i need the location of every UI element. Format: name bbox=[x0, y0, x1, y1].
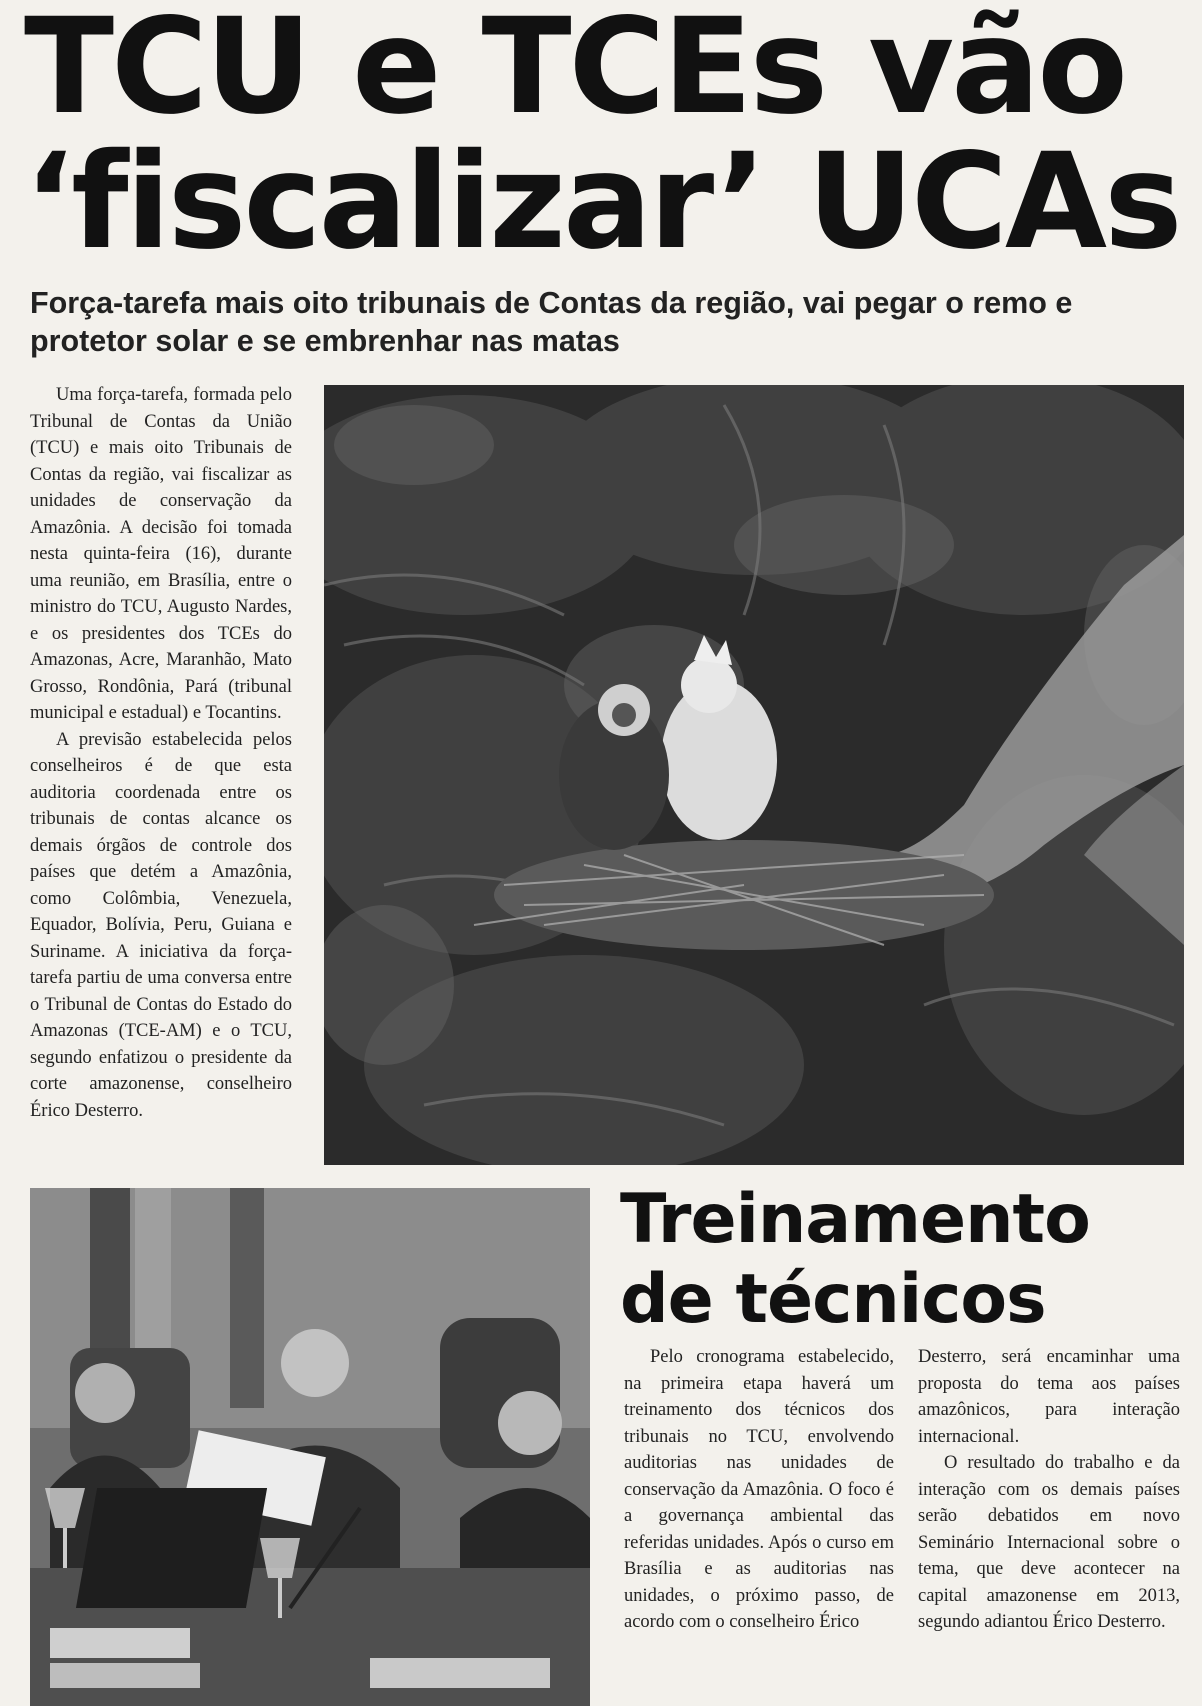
article-column-2 bbox=[624, 1344, 894, 1636]
section-title-line-2: de técnicos bbox=[620, 1260, 1046, 1339]
paragraph-5: O resultado do trabalho e da interação com os demais países serão debatidos em novo Seminário Internacional sobre o tema, que deve acontecer na capital amazonense em 2013, segundo adiantou Érico Desterro. bbox=[918, 1453, 1180, 1632]
headline bbox=[24, 0, 1184, 279]
article-column-1 bbox=[30, 382, 292, 1124]
harpy-eagle-nest-photo bbox=[324, 385, 1184, 1165]
article-column-3 bbox=[918, 1344, 1180, 1636]
headline-line-1: TCU e TCEs vão bbox=[24, 0, 1125, 144]
paragraph-2: A previsão estabelecida pelos conselheiros é de que esta auditoria coordenada entre os tribunais de contas alcance os demais órgãos de controle dos países que detém a Amazônia, como Colômbia, Venezuela, Equador, Bolívia, Peru, Guiana e Suriname. A iniciativa da força-tarefa partiu de uma conversa entre o Tribunal de Contas do Estado do Amazonas (TCE-AM) e o TCU, segundo enfatizou o presidente da corte amazonense, conselheiro Érico Desterro. bbox=[30, 729, 292, 1121]
section-title-line-1: Treinamento bbox=[620, 1180, 1090, 1259]
paragraph-3: Pelo cronograma estabelecido, na primeira etapa haverá um treinamento dos técnicos dos tribunais no TCU, envolvendo auditorias nas unidades de conservação da Amazônia. O foco é a governança ambiental das referidas unidades. Após o curso em Brasília e as auditorias nas unidades, o próximo passo, de acordo com o conselheiro Érico bbox=[624, 1347, 894, 1632]
paragraph-1: Uma força-tarefa, formada pelo Tribunal de Contas da União (TCU) e mais oito Tribunais de Contas da região, vai fiscalizar as unidades de conservação da Amazônia. A decisão foi tomada nesta quinta-feira (16), durante uma reunião, em Brasília, entre o ministro do TCU, Augusto Nardes, e os presidentes dos TCEs do Amazonas, Acre, Maranhão, Mato Grosso, Rondônia, Pará (tribunal municipal e estadual) e Tocantins. bbox=[30, 385, 292, 723]
section-title bbox=[620, 1180, 1190, 1340]
paragraph-4: Desterro, será encaminhar uma proposta do tema aos países amazônicos, para interação internacional. bbox=[918, 1347, 1180, 1447]
subheadline: Força-tarefa mais oito tribunais de Contas da região, vai pegar o remo e protetor solar e se embrenhar nas matas bbox=[30, 286, 1073, 358]
headline-line-2: ‘fiscalizar’ UCAs bbox=[24, 125, 1180, 279]
meeting-officials-photo bbox=[30, 1188, 590, 1706]
